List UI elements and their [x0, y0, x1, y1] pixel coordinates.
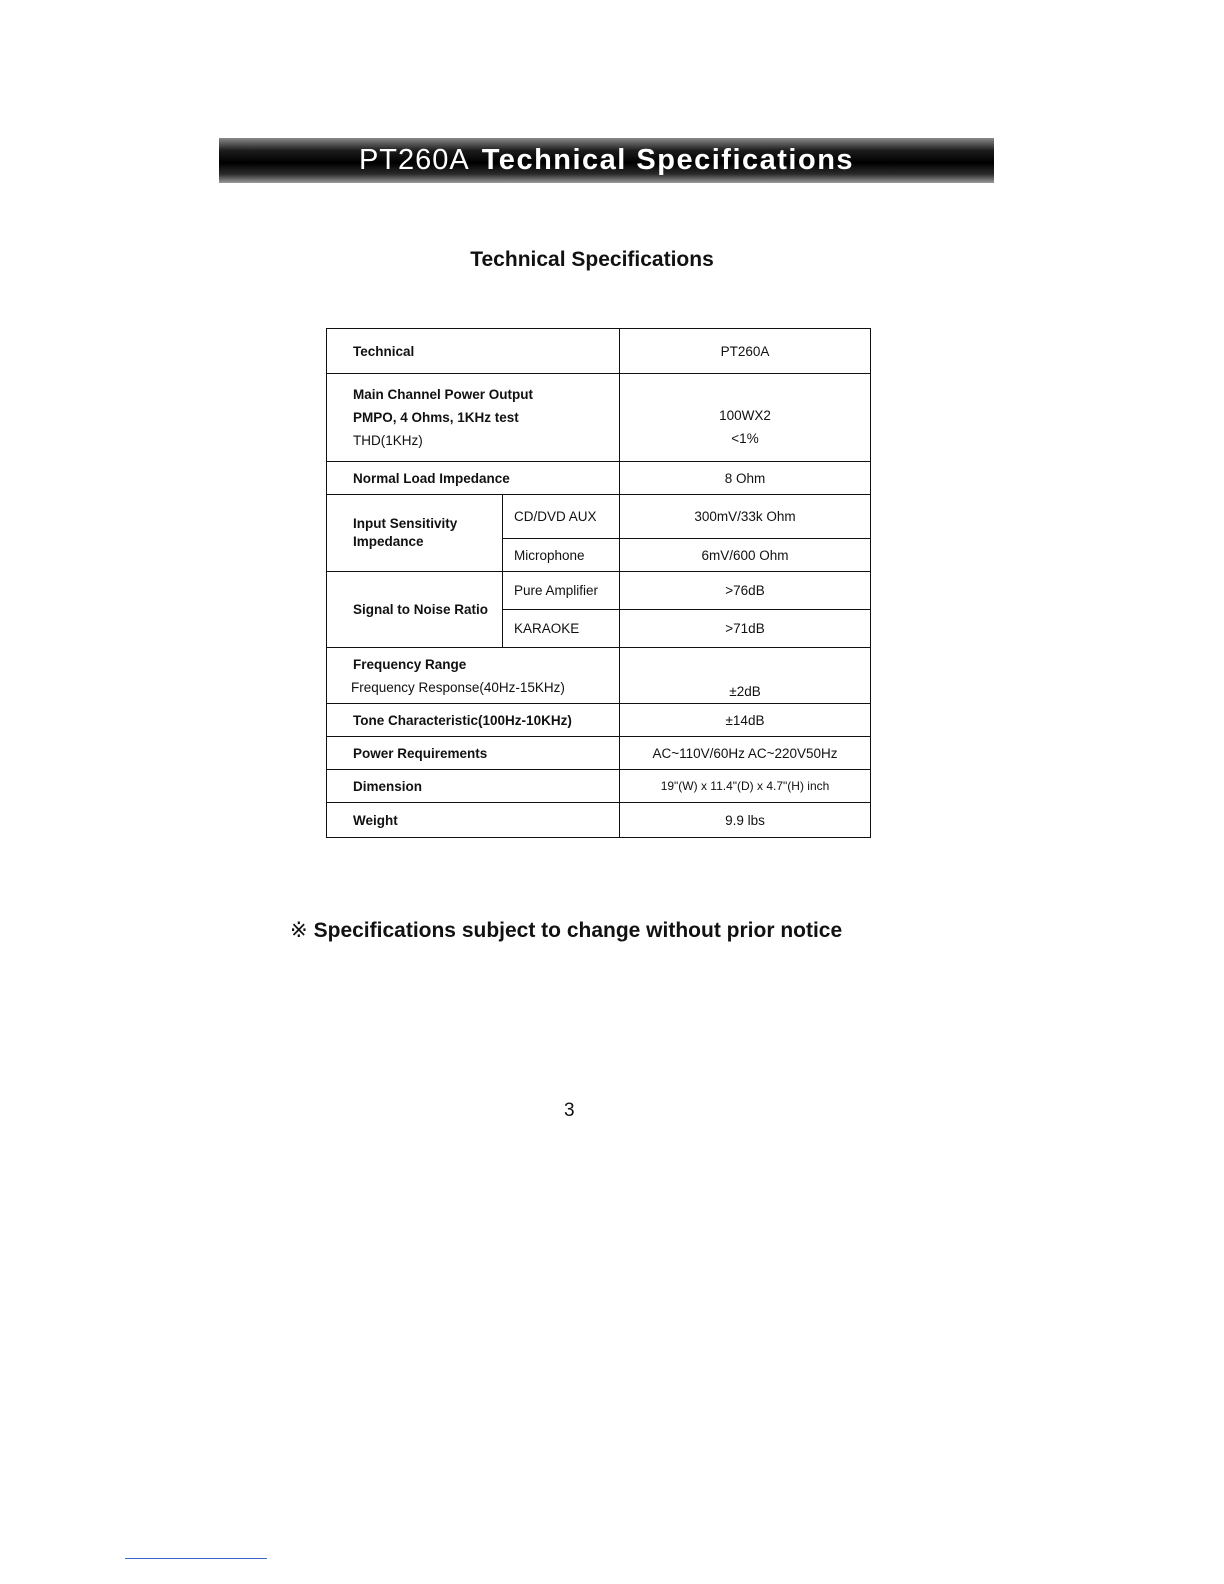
weight-value: 9.9 lbs — [620, 803, 871, 838]
snr-value-karaoke: >71dB — [620, 610, 871, 648]
table-row-input-1 — [327, 495, 871, 539]
snr-label: Signal to Noise Ratio — [327, 572, 503, 648]
change-notice-text: Specifications subject to change without prior notice — [313, 919, 843, 942]
input-sensitivity-line1: Input Sensitivity — [353, 516, 458, 531]
input-sensitivity-line2: Impedance — [353, 534, 424, 549]
table-row-power — [327, 737, 871, 770]
table-row-snr-1 — [327, 572, 871, 610]
page-subtitle-text: Technical Specifications — [470, 248, 714, 271]
dimension-label: Dimension — [327, 770, 620, 803]
banner-model: PT260A — [358, 144, 470, 176]
table-row-frequency — [327, 648, 871, 704]
table-row-head — [327, 329, 871, 374]
footer-divider — [125, 1558, 267, 1559]
page-subtitle — [0, 248, 1224, 272]
main-power-value2: <1% — [731, 430, 759, 446]
input-value-mic: 6mV/600 Ohm — [620, 539, 871, 572]
table-row-tone — [327, 704, 871, 737]
input-sensitivity-label — [327, 495, 503, 572]
power-value: AC~110V/60Hz AC~220V50Hz — [620, 737, 871, 770]
banner-title: Technical Specifications — [481, 144, 855, 176]
dimension-value: 19"(W) x 11.4"(D) x 4.7"(H) inch — [620, 770, 871, 803]
weight-label: Weight — [327, 803, 620, 838]
tone-value: ±14dB — [620, 704, 871, 737]
frequency-value: ±2dB — [620, 648, 871, 704]
load-impedance-label: Normal Load Impedance — [327, 462, 620, 495]
header-banner — [219, 138, 994, 183]
snr-sub-karaoke: KARAOKE — [503, 610, 620, 648]
table-row-weight — [327, 803, 871, 838]
main-power-line1: Main Channel Power Output — [353, 387, 534, 402]
frequency-label — [327, 648, 620, 704]
main-power-line3: THD(1KHz) — [353, 433, 423, 448]
head-label: Technical — [327, 329, 620, 374]
table-row-dimension — [327, 770, 871, 803]
head-value: PT260A — [620, 329, 871, 374]
main-power-value1: 100WX2 — [719, 407, 771, 423]
main-power-line2: PMPO, 4 Ohms, 1KHz test — [353, 410, 519, 425]
snr-sub-pure: Pure Amplifier — [503, 572, 620, 610]
input-sub-cd: CD/DVD AUX — [503, 495, 620, 539]
snr-value-pure: >76dB — [620, 572, 871, 610]
table-row-main-power — [327, 374, 871, 462]
page-number: 3 — [564, 1100, 575, 1121]
main-power-value — [620, 374, 871, 462]
tone-label: Tone Characteristic(100Hz-10KHz) — [327, 704, 620, 737]
load-impedance-value: 8 Ohm — [620, 462, 871, 495]
frequency-line1: Frequency Range — [353, 656, 467, 672]
main-power-label — [327, 374, 620, 462]
input-sub-mic: Microphone — [503, 539, 620, 572]
input-value-cd: 300mV/33k Ohm — [620, 495, 871, 539]
table-row-load-impedance — [327, 462, 871, 495]
spec-table — [326, 328, 871, 838]
power-label: Power Requirements — [327, 737, 620, 770]
frequency-line2: Frequency Response(40Hz-15KHz) — [351, 679, 565, 695]
reference-mark-icon: ※ — [290, 919, 308, 942]
change-notice — [290, 918, 842, 943]
